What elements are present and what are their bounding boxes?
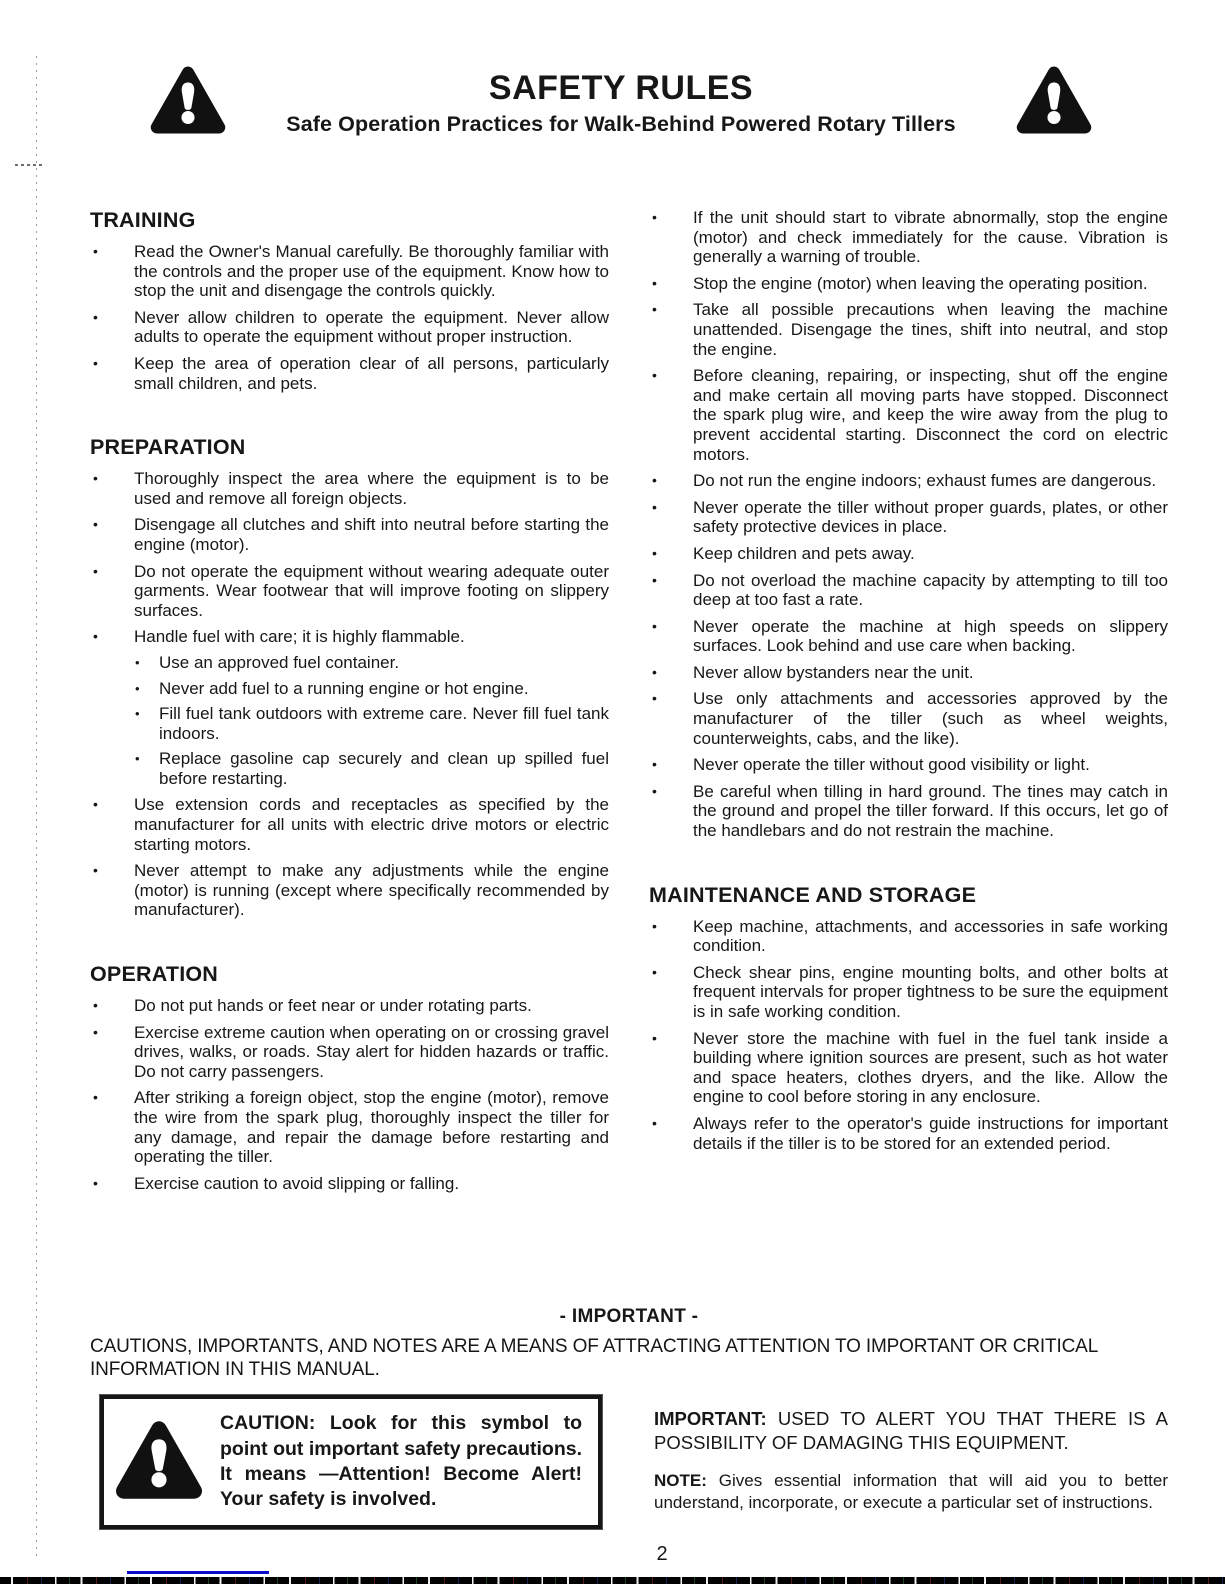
footer-blue-line-artifact <box>127 1571 269 1574</box>
scan-tick-artifact <box>15 164 42 166</box>
body-columns <box>90 208 1168 1280</box>
bullet-item <box>649 471 1168 491</box>
bullet-icon: • <box>652 544 657 561</box>
bullet-icon: • <box>93 308 98 325</box>
bullet-text: Do not put hands or feet near or under rotating parts. <box>134 996 532 1016</box>
bullet-text-main: Handle fuel with care; it is highly flammable. <box>134 627 465 647</box>
bullet-text: Never attempt to make any adjustments while the engine (motor) is running (except where specifically recommended by manufacturer). <box>134 861 609 920</box>
important-body: CAUTIONS, IMPORTANTS, AND NOTES ARE A MEANS OF ATTRACTING ATTENTION TO IMPORTANT OR CRITICAL INFORMATION IN THIS MANUAL. <box>90 1336 1098 1381</box>
sub-bullet-item <box>134 704 609 743</box>
section-training <box>90 208 609 393</box>
warning-triangle-icon <box>1016 60 1092 145</box>
bullet-text: Read the Owner's Manual carefully. Be thoroughly familiar with the controls and the proper use of the equipment. Know how to stop the unit and disengage the controls quickly. <box>134 242 609 301</box>
bullet-item <box>649 1029 1168 1107</box>
bullet-icon: • <box>93 1089 98 1106</box>
important-note-label: IMPORTANT: <box>654 1408 767 1430</box>
section-heading-operation: OPERATION <box>90 962 219 987</box>
bullet-text: Do not overload the machine capacity by attempting to till too deep at too fast a rate. <box>693 570 1168 610</box>
caution-box <box>100 1395 602 1528</box>
bullet-text: Thoroughly inspect the area where the equipment is to be used and remove all foreign objects. <box>134 469 609 508</box>
header-titles <box>226 60 1016 137</box>
page-title: SAFETY RULES <box>488 69 754 107</box>
bullet-item <box>649 755 1168 775</box>
sub-bullet-text: Replace gasoline cap securely and clean up spilled fuel before restarting. <box>159 749 609 788</box>
bullet-icon: • <box>652 1029 657 1046</box>
bullet-item <box>649 274 1168 294</box>
bullet-icon: • <box>652 617 657 634</box>
bullet-text: Before cleaning, repairing, or inspecting, shut off the engine and make certain all moving parts have stopped. Disconnect the spark plug wire, and keep the wire away from the plug to prevent accidental starting. Disconnect the cord on electric motors. <box>693 366 1168 464</box>
bullet-text: Do not operate the equipment without wearing adequate outer garments. Wear footwear that will improve footing on slippery surfaces. <box>134 561 609 620</box>
bullet-text: Check shear pins, engine mounting bolts, and other bolts at frequent intervals for proper tightness to be sure the equipment is in safe working condition. <box>693 962 1168 1021</box>
caution-text <box>220 1411 582 1512</box>
important-heading: - IMPORTANT - <box>559 1306 699 1327</box>
section-heading-training: TRAINING <box>90 208 196 232</box>
bullet-icon: • <box>652 917 657 934</box>
footer-notes <box>602 1395 1168 1528</box>
section-maintenance-storage <box>649 883 1168 1154</box>
footer <box>90 1306 1168 1566</box>
bullet-icon: • <box>652 756 657 773</box>
bullet-item <box>90 627 609 788</box>
bullet-item <box>649 689 1168 748</box>
bullet-icon: • <box>652 498 657 515</box>
important-note <box>654 1407 1168 1454</box>
sub-bullet-item <box>134 749 609 788</box>
bullet-item <box>90 562 609 621</box>
sub-bullet-text: Fill fuel tank outdoors with extreme care. Never fill fuel tank indoors. <box>159 704 609 743</box>
bullet-text: If the unit should start to vibrate abnormally, stop the engine (motor) and check immediately for the cause. Vibration is generally a warning of trouble. <box>693 208 1168 267</box>
bullet-icon: • <box>93 1023 98 1040</box>
bullet-icon: • <box>93 796 98 813</box>
bullet-text: Stop the engine (motor) when leaving the operating position. <box>693 273 1148 293</box>
bullet-item <box>90 1088 609 1166</box>
bullet-text: Never allow bystanders near the unit. <box>693 662 974 682</box>
warning-triangle-icon <box>116 1415 202 1510</box>
scan-edge-artifact <box>36 56 37 1561</box>
bullet-icon: • <box>93 470 98 487</box>
right-column <box>649 208 1168 1280</box>
bullet-text: Exercise caution to avoid slipping or falling. <box>134 1173 460 1193</box>
section-preparation <box>90 435 609 920</box>
bullet-icon: • <box>652 782 657 799</box>
sub-bullet-text: Use an approved fuel container. <box>159 652 400 672</box>
bullet-item <box>649 300 1168 359</box>
bullet-item <box>90 996 609 1016</box>
section-heading-maintenance: MAINTENANCE AND STORAGE <box>649 882 977 907</box>
bullet-icon: • <box>652 301 657 318</box>
bullet-icon: • <box>652 274 657 291</box>
bullet-icon: • <box>93 516 98 533</box>
bullet-item <box>90 308 609 347</box>
bullet-icon: • <box>652 663 657 680</box>
bullet-icon: • <box>135 706 140 722</box>
bullet-icon: • <box>652 472 657 489</box>
bullet-text: Always refer to the operator's guide instructions for important details if the tiller is to be stored for an extended period. <box>693 1113 1168 1153</box>
bullet-item <box>649 663 1168 683</box>
footer-dashed-line-artifact <box>0 1577 1225 1584</box>
bullet-item <box>649 782 1168 841</box>
sub-bullet-text: Never add fuel to a running engine or hot engine. <box>159 678 529 698</box>
bullet-text: After striking a foreign object, stop the engine (motor), remove the wire from the spark plug, thoroughly inspect the tiller for any damage, and repair the damage before restarting and operating the tiller. <box>134 1088 609 1167</box>
important-note-text: USED TO ALERT YOU THAT THERE IS A POSSIBILITY OF DAMAGING THIS EQUIPMENT. <box>654 1408 1168 1453</box>
page-subtitle: Safe Operation Practices for Walk-Behind Powered Rotary Tillers <box>286 112 956 136</box>
bullet-item <box>649 571 1168 610</box>
bullet-item <box>649 617 1168 656</box>
bullet-item <box>90 354 609 393</box>
bullet-icon: • <box>93 1174 98 1191</box>
bullet-icon: • <box>652 963 657 980</box>
bullet-icon: • <box>93 997 98 1014</box>
note-text: Gives essential information that will aid you to better understand, incorporate, or execute a particular set of instructions. <box>654 1471 1169 1513</box>
warning-triangle-icon <box>150 60 226 145</box>
bullet-text <box>134 627 609 788</box>
bullet-item <box>90 469 609 508</box>
bullet-item <box>649 208 1168 267</box>
section-heading-preparation: PREPARATION <box>90 435 246 460</box>
bullet-item <box>90 242 609 301</box>
bullet-icon: • <box>652 1114 657 1131</box>
bullet-item <box>649 917 1168 956</box>
bullet-text: Never store the machine with fuel in the fuel tank inside a building where ignition sources are present, such as hot water and space heaters, clothes dryers, and the like. Allow the engine to cool before storing in any enclosure. <box>693 1028 1168 1107</box>
bullet-icon: • <box>652 367 657 384</box>
footer-bottom-row <box>90 1395 1168 1528</box>
bullet-item <box>90 1174 609 1194</box>
header <box>0 0 1225 145</box>
bullet-item <box>90 861 609 920</box>
bullet-text: Exercise extreme caution when operating on or crossing gravel drives, walks, or roads. Stay alert for hidden hazards or traffic. Do not carry passengers. <box>134 1022 609 1081</box>
bullet-icon: • <box>93 862 98 879</box>
bullet-item <box>649 963 1168 1022</box>
bullet-item <box>649 1114 1168 1153</box>
bullet-item <box>90 795 609 854</box>
bullet-text: Never operate the tiller without proper guards, plates, or other safety protective devices in place. <box>693 497 1168 537</box>
bullet-text: Do not run the engine indoors; exhaust fumes are dangerous. <box>693 471 1157 491</box>
bullet-text: Never operate the tiller without good visibility or light. <box>693 755 1090 775</box>
bullet-text: Keep machine, attachments, and accessories in safe working condition. <box>693 916 1168 956</box>
note-label: NOTE: <box>654 1471 707 1491</box>
left-column <box>90 208 609 1280</box>
bullet-icon: • <box>135 680 140 696</box>
bullet-icon: • <box>652 209 657 225</box>
bullet-icon: • <box>93 243 98 259</box>
bullet-text: Never allow children to operate the equipment. Never allow adults to operate the equipment without proper instruction. <box>134 307 609 347</box>
bullet-text: Keep the area of operation clear of all persons, particularly small children, and pets. <box>134 353 609 393</box>
bullet-item <box>649 498 1168 537</box>
bullet-icon: • <box>652 571 657 588</box>
bullet-text: Disengage all clutches and shift into neutral before starting the engine (motor). <box>134 515 609 554</box>
bullet-item <box>90 515 609 554</box>
bullet-item <box>90 1023 609 1082</box>
section-operation-continued <box>649 208 1168 841</box>
bullet-item <box>649 366 1168 464</box>
bullet-icon: • <box>93 628 98 645</box>
bullet-item <box>649 544 1168 564</box>
bullet-icon: • <box>93 562 98 579</box>
sub-bullet-item <box>134 679 609 699</box>
bullet-icon: • <box>135 654 140 670</box>
sub-bullet-item <box>134 653 609 673</box>
bullet-icon: • <box>135 751 140 767</box>
bullet-icon: • <box>652 690 657 707</box>
page-number: 2 <box>656 1542 668 1565</box>
section-operation <box>90 962 609 1193</box>
bullet-text: Keep children and pets away. <box>693 543 915 563</box>
bullet-text: Be careful when tilling in hard ground. The tines may catch in the ground and propel the tiller forward. If this occurs, let go of the handlebars and do not restrain the machine. <box>693 781 1168 841</box>
bullet-text: Use extension cords and receptacles as specified by the manufacturer for all units with electric drive motors or electric starting motors. <box>134 795 609 854</box>
caution-body: Look for this symbol to point out important safety precautions. It means —Attention! Become Alert! Your safety is involved. <box>220 1412 583 1511</box>
bullet-text: Take all possible precautions when leaving the machine unattended. Disengage the tines, shift into neutral, and stop the engine. <box>693 300 1168 359</box>
bullet-text: Use only attachments and accessories approved by the manufacturer of the tiller (such as wheel weights, counterweights, cabs, and the like). <box>693 689 1168 748</box>
caution-label: CAUTION: <box>220 1412 316 1435</box>
bullet-icon: • <box>93 354 98 371</box>
note <box>654 1470 1168 1514</box>
bullet-text: Never operate the machine at high speeds on slippery surfaces. Look behind and use care when backing. <box>693 616 1168 656</box>
